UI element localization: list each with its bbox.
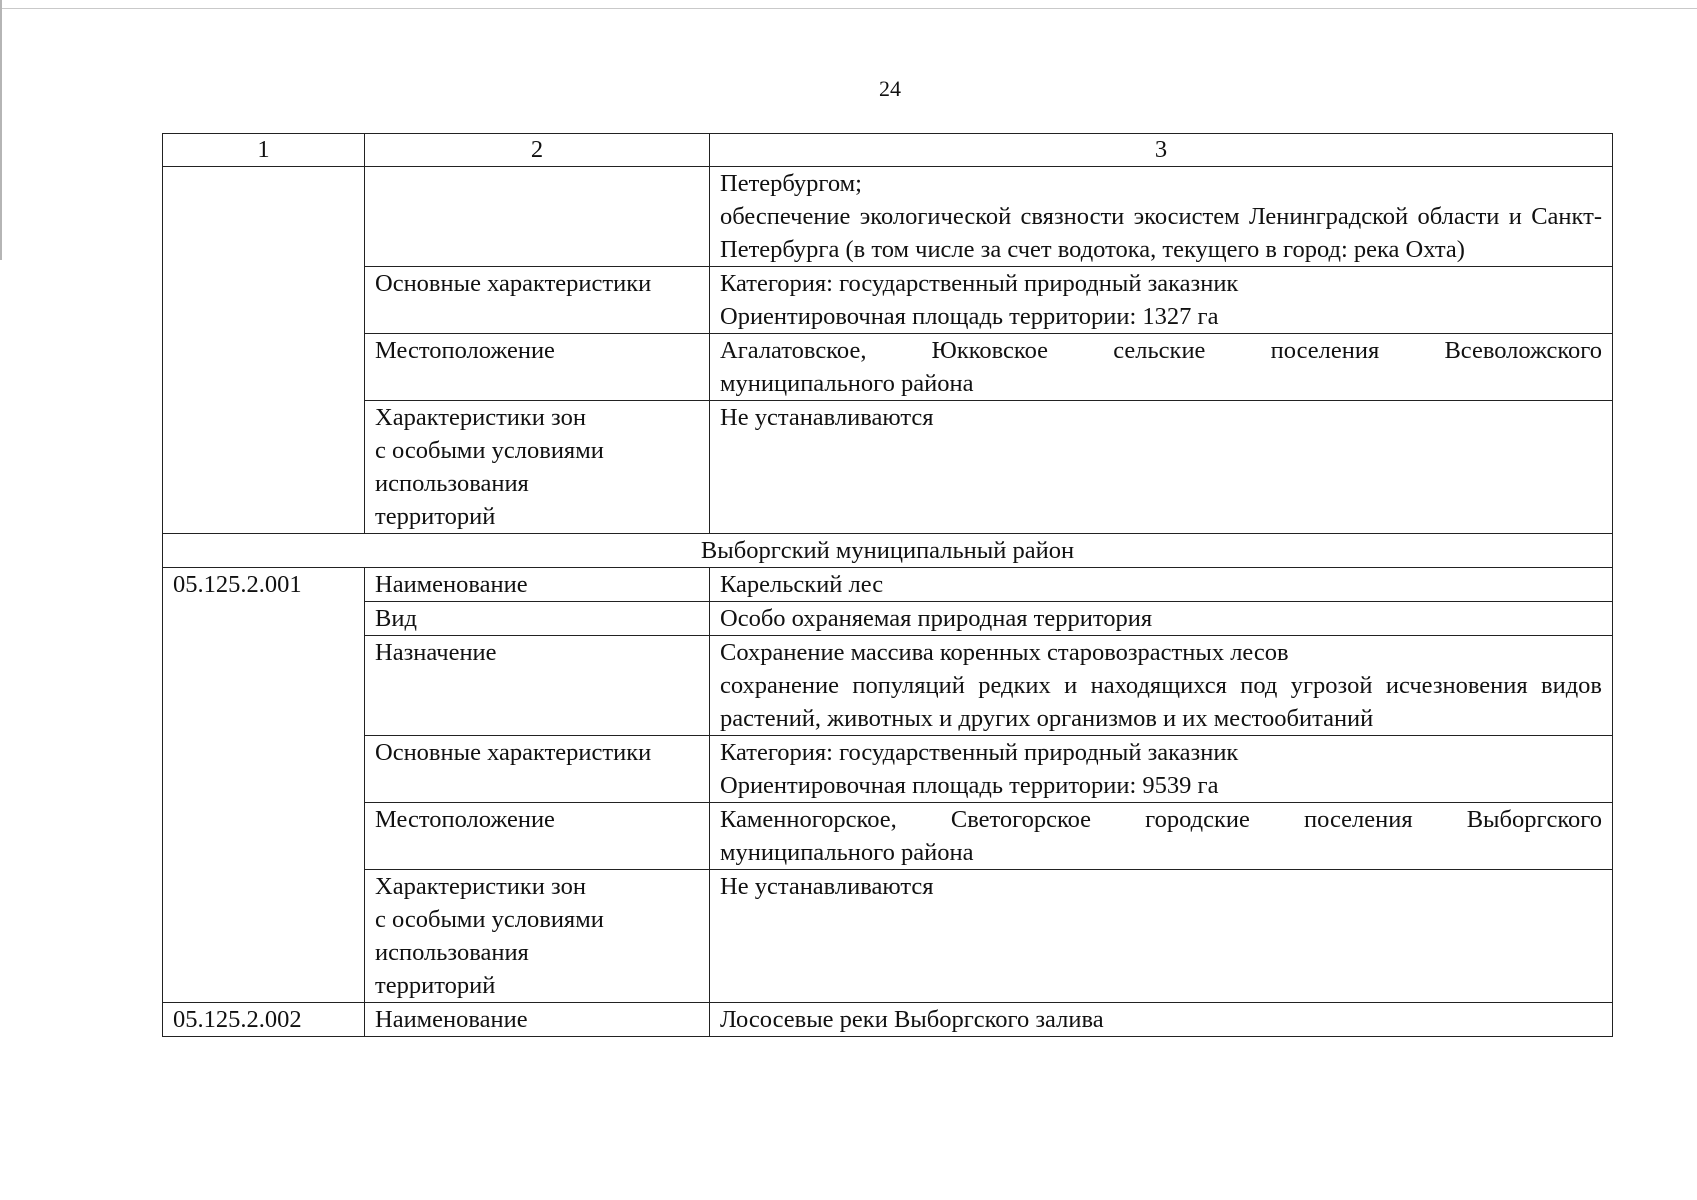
purpose-text-line1: Сохранение массива коренных старовозрастных лесов [720, 639, 1289, 666]
object-code: 05.125.2.002 [163, 1003, 365, 1037]
main-characteristics-label: Основные характеристики [365, 736, 710, 803]
page-number: 24 [879, 76, 901, 101]
table-row [163, 602, 1613, 636]
location-value [710, 803, 1613, 870]
location-text-line1: Каменногорское, Светогорское городские поселения Выборгского [720, 806, 1602, 833]
table-row [163, 636, 1613, 736]
table-row [163, 334, 1613, 401]
location-text-line2: муниципального района [720, 839, 974, 866]
header-col-3: 3 [710, 134, 1613, 167]
main-characteristics-value [710, 736, 1613, 803]
header-col-2: 2 [365, 134, 710, 167]
purpose-text-line2: сохранение популяций редких и находящихся под угрозой исчезновения видов растений, животных и других организмов и их местообитаний [720, 672, 1602, 732]
section-row [163, 534, 1613, 568]
purpose-text-line1: Петербургом; [720, 170, 862, 197]
name-value: Лососевые реки Выборгского залива [710, 1003, 1613, 1037]
category-text: Категория: государственный природный заказник [720, 739, 1239, 766]
name-label: Наименование [365, 1003, 710, 1037]
table-row [163, 568, 1613, 602]
scan-edge-top [0, 8, 1697, 9]
table-row [163, 401, 1613, 534]
zones-label: Характеристики зон с особыми условиями использования территорий [365, 401, 710, 534]
table-row [163, 1003, 1613, 1037]
table-header-row [163, 134, 1613, 167]
type-label: Вид [365, 602, 710, 636]
main-characteristics-value [710, 267, 1613, 334]
objects-table [162, 133, 1613, 1037]
table-row [163, 267, 1613, 334]
name-value: Карельский лес [710, 568, 1613, 602]
location-text-line2: муниципального района [720, 370, 974, 397]
section-title: Выборгский муниципальный район [163, 534, 1613, 568]
category-text: Категория: государственный природный заказник [720, 270, 1239, 297]
purpose-text-line2: обеспечение экологической связности экосистем Ленинградской области и Санкт-Петербурга (в том числе за счет водотока, текущего в город: река Охта) [720, 203, 1602, 263]
purpose-value [710, 636, 1613, 736]
header-col-1: 1 [163, 134, 365, 167]
name-label: Наименование [365, 568, 710, 602]
location-text-line1: Агалатовское, Юкковское сельские поселения Всеволожского [720, 337, 1602, 364]
object-code: 05.125.2.001 [163, 568, 365, 1003]
main-characteristics-label: Основные характеристики [365, 267, 710, 334]
code-cell-continued [163, 167, 365, 534]
type-value: Особо охраняемая природная территория [710, 602, 1613, 636]
scan-edge-left [0, 0, 2, 260]
area-text: Ориентировочная площадь территории: 1327 га [720, 303, 1219, 330]
zones-value: Не устанавливаются [710, 401, 1613, 534]
table-row [163, 736, 1613, 803]
location-label: Местоположение [365, 334, 710, 401]
location-value [710, 334, 1613, 401]
purpose-value-continued [710, 167, 1613, 267]
area-text: Ориентировочная площадь территории: 9539 га [720, 772, 1219, 799]
zones-label: Характеристики зон с особыми условиями использования территорий [365, 870, 710, 1003]
table-row [163, 167, 1613, 267]
table-row [163, 870, 1613, 1003]
location-label: Местоположение [365, 803, 710, 870]
purpose-label-continued [365, 167, 710, 267]
zones-value: Не устанавливаются [710, 870, 1613, 1003]
purpose-label: Назначение [365, 636, 710, 736]
table-row [163, 803, 1613, 870]
